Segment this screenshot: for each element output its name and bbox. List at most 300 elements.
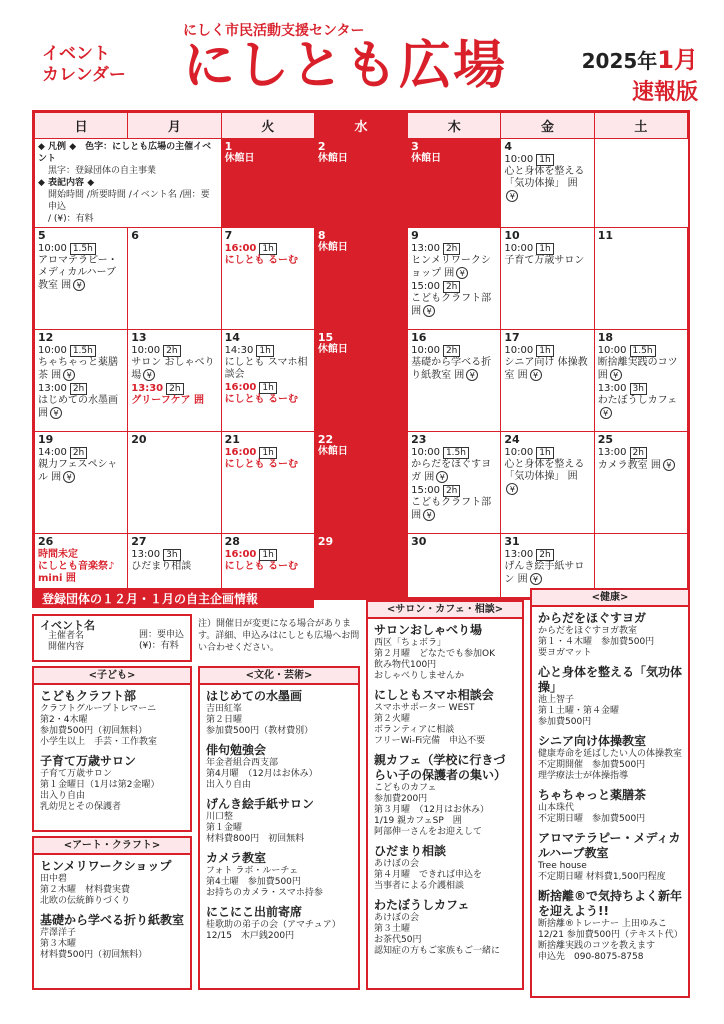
calendar-event [38, 383, 124, 420]
event-time-row [225, 382, 311, 394]
edition: 速報版 [631, 80, 698, 105]
event-time-row [504, 345, 590, 357]
item-line: 乳幼児とその保護者 [40, 802, 122, 812]
calendar-event [225, 549, 311, 573]
item-line: 第４月曜 できれば申込を [374, 870, 483, 880]
org-name: にしく市民活動支援センター [183, 23, 365, 39]
section-item [206, 797, 352, 845]
legend-line: 黒字：登録団体の自主事業 [48, 166, 157, 176]
event-time-row [411, 281, 497, 293]
calendar-event [411, 485, 497, 522]
calendar-event [504, 447, 590, 496]
event-time: 時間未定 [38, 549, 78, 560]
event-time: 13:00 [38, 383, 67, 394]
fee-icon: ¥ [63, 369, 75, 381]
item-line: 断捨離®トレーナー 上田ゆみこ [538, 919, 667, 929]
legend-content: 開催内容 [48, 642, 85, 652]
day-number: 1 [224, 140, 233, 153]
day-cell [314, 139, 407, 228]
day-number: 26 [38, 535, 54, 548]
section-salon [366, 600, 524, 990]
event-name: ちゃちゃっと薬膳茶 囲 ¥ [38, 357, 118, 381]
event-time: 10:00 [504, 345, 534, 356]
day-cell [128, 432, 221, 534]
day-number: 21 [224, 433, 240, 446]
event-name: ひだまり相談 [131, 561, 192, 572]
week-row [35, 139, 688, 228]
day-number: 3 [411, 140, 419, 153]
item-name: にしともスマホ相談会 [374, 688, 494, 702]
item-line: こどものカフェ [374, 783, 437, 793]
item-line: 第３土曜 [374, 924, 411, 934]
item-line: 参加費200円 [374, 794, 428, 804]
calendar-event [598, 345, 684, 382]
item-line: 認知症の方もご家族もご一緒に [374, 946, 501, 956]
day-cell [314, 330, 407, 432]
day-cell [408, 228, 501, 330]
day-number: 30 [411, 535, 427, 548]
item-line: 第１土曜・第４金曜 [538, 706, 620, 716]
day-number: 14 [224, 331, 240, 344]
event-duration: 1h [259, 549, 276, 561]
fee-icon: ¥ [506, 190, 518, 202]
calendar-event [225, 243, 311, 267]
calendar-event [411, 281, 497, 318]
info-banner: 登録団体の１２月・１月の自主企画情報 [32, 588, 314, 608]
item-line: 阿部伸一さんをお迎えして [374, 827, 483, 837]
fee-icon: ¥ [63, 471, 75, 483]
item-line: フォト ラボ・ルーチェ [206, 866, 299, 876]
event-name: にしとも るーむ [224, 394, 299, 405]
day-cell [128, 330, 221, 432]
header-right [582, 40, 698, 106]
item-line: 桂歌助の弟子の会（アマチュア） [206, 920, 341, 930]
day-cell [314, 432, 407, 534]
event-name: アロマテラピー・メディカルハーブ教室 囲 ¥ [38, 255, 118, 291]
event-time: 16:00 [224, 447, 257, 458]
weekday-header: 木 [408, 113, 501, 139]
event-time: 16:00 [224, 549, 257, 560]
item-line: おしゃべりしませんか [374, 671, 465, 681]
day-number: 6 [131, 229, 139, 242]
event-name: 子育て万歳サロン [504, 255, 585, 266]
event-time-row [411, 447, 497, 459]
item-line: 参加費500円 [538, 717, 592, 727]
event-name: こどもクラフト部 囲 ¥ [411, 293, 492, 317]
event-duration: 1h [536, 345, 553, 357]
day-number: 10 [504, 229, 520, 242]
day-number: 20 [131, 433, 147, 446]
event-duration: 2h [443, 345, 460, 357]
event-time-row [504, 549, 590, 561]
event-duration: 3h [630, 383, 647, 395]
event-time-row [504, 243, 590, 255]
event-time: 10:00 [504, 447, 534, 458]
item-line: 12/15 木戸銭200円 [206, 931, 295, 941]
event-time: 16:00 [224, 382, 257, 393]
event-duration: 2h [630, 447, 647, 459]
item-name: わたぼうしカフェ [374, 898, 470, 912]
header-left-line2: カレンダー [42, 65, 126, 85]
day-number: 9 [411, 229, 419, 242]
event-duration: 2h [70, 447, 87, 459]
item-line: 参加費500円（初回無料） [40, 726, 148, 736]
event-duration: 1.5h [70, 345, 96, 357]
event-name: 基礎から学べる折り紙教室 囲 ¥ [411, 357, 492, 381]
day-cell [221, 139, 314, 228]
day-cell [408, 534, 501, 598]
item-line: 健康寿命を延ばしたい人の体操教室 [538, 749, 683, 759]
day-cell [221, 432, 314, 534]
event-name: 心と身体を整える「気功体操」 囲¥ [504, 459, 585, 494]
event-time-row [38, 383, 124, 395]
day-number: 24 [504, 433, 520, 446]
item-line: スマホサポーター WEST [374, 703, 475, 713]
day-cell [501, 228, 594, 330]
section-item [538, 831, 682, 883]
week-row [35, 228, 688, 330]
event-duration: 1.5h [70, 243, 96, 255]
section-item [538, 889, 682, 963]
day-number: 4 [504, 140, 513, 153]
week-row [35, 432, 688, 534]
month: 1月 [657, 46, 698, 74]
event-name: カメラ教室 囲 ¥ [598, 459, 684, 472]
event-time: 10:00 [38, 243, 67, 254]
event-duration: 1h [259, 243, 276, 255]
item-line: 申込先 090-8075-8758 [538, 952, 644, 962]
day-cell [35, 228, 128, 330]
day-cell [35, 432, 128, 534]
item-line: 材料費800円 初回無料 [206, 834, 305, 844]
closed-label: 休館日 [317, 344, 348, 355]
day-number: 29 [317, 535, 334, 548]
day-cell [314, 534, 407, 598]
fee-icon: ¥ [436, 471, 448, 483]
item-line: 出入り自由 [206, 780, 252, 790]
day-number: 19 [38, 433, 54, 446]
event-time: 13:00 [411, 243, 440, 254]
closed-label: 休館日 [224, 153, 255, 164]
event-time-row [411, 345, 497, 357]
day-cell [408, 330, 501, 432]
event-time: 15:00 [411, 485, 440, 496]
event-time: 10:00 [411, 447, 440, 458]
section-item [40, 913, 184, 961]
legend-line: / (¥)：有料 [48, 214, 94, 224]
item-name: シニア向け体操教室 [538, 734, 647, 748]
day-number: 11 [597, 229, 613, 242]
calendar-event [38, 447, 124, 484]
event-time-row [225, 345, 311, 357]
section-caption: <アート・クラフト> [34, 838, 190, 855]
calendar-event [225, 447, 311, 471]
item-name: 俳句勉強会 [206, 743, 267, 757]
event-duration: 1.5h [630, 345, 656, 357]
item-line: 第１金曜日（1月は第2金曜） [40, 780, 160, 790]
section-kenko [530, 588, 690, 998]
calendar-event [504, 345, 590, 382]
event-duration: 2h [443, 243, 460, 255]
legend-line: ◆ 表記内容 ◆ [38, 178, 95, 188]
item-line: あけぼの会 [374, 913, 420, 923]
weekday-header: 日 [35, 113, 128, 139]
legend-line: ◆ 凡例 ◆ 色字：にしとも広場の主催イベント [38, 142, 212, 164]
event-time: 10:00 [504, 243, 534, 254]
event-time: 10:00 [597, 345, 627, 356]
item-line: 第2・4木曜 [40, 715, 88, 725]
calendar [32, 110, 690, 600]
item-line: 山本珠代 [538, 803, 575, 813]
event-time: 13:00 [131, 549, 161, 560]
event-time-row [38, 549, 124, 561]
item-name: こどもクラフト部 [40, 689, 137, 703]
item-line: あけぼの会 [374, 859, 420, 869]
item-line: ボランティアに相談 [374, 725, 455, 735]
item-line: 断捨離実践のコツを教えます [538, 941, 656, 951]
section-caption: <子ども> [34, 668, 190, 685]
item-line: 子育て万歳サロン [40, 769, 113, 779]
day-number: 16 [411, 331, 427, 344]
item-name: にこにこ出前寄席 [206, 905, 303, 919]
fee-icon: ¥ [456, 267, 468, 279]
day-number: 22 [317, 433, 334, 446]
section-item [40, 689, 184, 748]
day-number: 23 [411, 433, 427, 446]
calendar-event [131, 383, 217, 407]
event-time: 13:00 [597, 383, 627, 394]
event-name: シニア向け 体操教室 囲 ¥ [504, 357, 588, 381]
item-line: 小学生以上 手芸・工作教室 [40, 737, 158, 747]
event-name: はじめての水墨画 囲 ¥ [38, 395, 118, 419]
section-art-craft [32, 836, 192, 990]
year: 2025年 [581, 49, 658, 73]
section-item [538, 665, 682, 728]
calendar-event [598, 383, 684, 420]
event-time: 13:00 [597, 447, 627, 458]
weekday-header: 土 [594, 113, 687, 139]
event-name: わたぼうしカフェ¥ [597, 395, 678, 418]
event-time-row [131, 345, 217, 357]
item-line: 1/19 親カフェSP 囲 [374, 816, 462, 826]
calendar-event [131, 549, 217, 573]
day-cell [501, 432, 594, 534]
event-time: 10:00 [38, 345, 67, 356]
calendar-event [598, 447, 684, 472]
section-item [374, 844, 516, 892]
event-duration: 2h [70, 383, 87, 395]
calendar-event [504, 243, 590, 267]
event-name: にしとも るーむ [224, 459, 299, 470]
item-line: 12/21 参加費500円（テキスト代） [538, 930, 683, 940]
event-duration: 2h [443, 485, 460, 497]
event-time: 10:00 [411, 345, 440, 356]
item-line: お持ちのカメラ・スマホ持参 [206, 888, 323, 898]
day-number: 13 [131, 331, 147, 344]
fee-icon: ¥ [600, 407, 612, 419]
event-time-row [225, 549, 311, 561]
event-time: 14:30 [224, 345, 254, 356]
item-line: 第２火曜 [374, 714, 411, 724]
fee-icon: ¥ [50, 407, 62, 419]
event-time: 13:00 [504, 549, 534, 560]
day-cell [221, 330, 314, 432]
event-time-row [411, 243, 497, 255]
item-line: 要ヨガマット [538, 648, 592, 658]
item-line: 出入り自由 [40, 791, 86, 801]
legend-fee: (¥)：有料 [138, 641, 179, 651]
day-cell [35, 139, 222, 228]
day-cell [35, 330, 128, 432]
day-cell [408, 432, 501, 534]
event-time: 14:00 [38, 447, 67, 458]
page-title: にしとも広場 [183, 36, 508, 96]
day-number: 8 [317, 229, 326, 242]
event-name: 心と身体を整える「気功体操」 囲¥ [504, 166, 585, 201]
header-left-line1: イベント [42, 44, 110, 64]
item-name: 子育て万歳サロン [40, 754, 137, 768]
section-item [206, 689, 352, 737]
item-line: 第３木曜 [40, 939, 77, 949]
closed-label: 休館日 [317, 446, 348, 457]
fee-icon: ¥ [423, 305, 435, 317]
event-duration: 1h [536, 243, 553, 255]
calendar-event [411, 447, 497, 484]
item-line: 第１金曜 [206, 823, 243, 833]
section-item [538, 734, 682, 782]
event-time-row [38, 243, 124, 255]
day-cell [221, 228, 314, 330]
item-line: お茶代50円 [374, 935, 422, 945]
section-caption: <健康> [532, 590, 688, 607]
item-line: 川口整 [206, 812, 234, 822]
item-line: 第２木曜 材料費実費 [40, 885, 131, 895]
item-line: 第２月曜 どなたでも参加OK [374, 649, 495, 659]
event-time-row [598, 447, 684, 459]
item-name: アロマテラピー・メディカルハーブ教室 [538, 831, 681, 860]
item-name: カメラ教室 [206, 851, 267, 865]
day-cell [314, 228, 407, 330]
event-duration: 1h [256, 345, 273, 357]
calendar-table [34, 112, 688, 598]
item-name: ひだまり相談 [374, 844, 447, 858]
event-duration: 1h [536, 154, 553, 166]
weekday-row [35, 113, 688, 139]
calendar-event [38, 345, 124, 382]
legend-event-name: イベント名 [40, 619, 95, 632]
item-line: 不定期日曜 材料費1,500円程度 [538, 872, 666, 882]
event-time-row [504, 154, 590, 166]
day-number: 31 [504, 535, 520, 548]
item-line: 理学療法士が体操指導 [538, 771, 629, 781]
section-item [374, 688, 516, 747]
calendar-event [411, 345, 497, 382]
legend-box [32, 614, 192, 662]
day-cell [594, 432, 687, 534]
item-line: 吉田紅峯 [206, 704, 243, 714]
item-line: 池上智子 [538, 695, 575, 705]
change-note: 注）開催日が変更になる場合があります。詳細、申込みはにしとも広場へお問い合わせください。 [198, 619, 360, 653]
day-number: 17 [504, 331, 520, 344]
fee-icon: ¥ [466, 369, 478, 381]
section-item [206, 905, 352, 942]
calendar-event [504, 154, 590, 203]
section-item [374, 898, 516, 957]
event-name: サロン おしゃべり場 ¥ [131, 357, 215, 381]
event-name: にしとも るーむ [224, 561, 299, 572]
event-name: 親力フェスペシャル 囲 ¥ [38, 459, 118, 483]
section-item [206, 743, 352, 791]
closed-label: 休館日 [317, 153, 348, 164]
event-time-row [131, 549, 217, 561]
item-name: げんき絵手紙サロン [206, 797, 315, 811]
event-name: にしとも るーむ [224, 255, 299, 266]
section-item [374, 623, 516, 682]
item-name: 親カフェ（学校に行きづらい子の保護者の集い） [374, 753, 507, 782]
day-number: 12 [38, 331, 54, 344]
event-duration: 3h [163, 549, 180, 561]
event-name: にしとも音楽祭♪ mini 囲 [38, 561, 115, 584]
event-time-row [38, 447, 124, 459]
section-item [374, 753, 516, 838]
calendar-event [225, 345, 311, 381]
day-cell [594, 330, 687, 432]
section-bunka [198, 666, 360, 990]
event-name: ヒンメリワークショップ 囲 ¥ [411, 255, 491, 279]
event-duration: 1h [259, 382, 276, 394]
event-name: からだをほぐすヨガ 囲 ¥ [411, 459, 492, 483]
item-line: 材料費500円（初回無料） [40, 950, 148, 960]
event-name: こどもクラフト部 囲 ¥ [411, 497, 492, 521]
event-duration: 2h [443, 281, 460, 293]
event-time-row [225, 243, 311, 255]
header-left [42, 44, 126, 86]
item-line: 参加費500円（教材費別） [206, 726, 314, 736]
day-number: 25 [597, 433, 613, 446]
item-line: クラフトグループトレマーニ [40, 704, 157, 714]
day-cell [501, 139, 594, 228]
event-time-row [598, 383, 684, 395]
event-name: 断捨離実践のコツ 囲 ¥ [597, 357, 678, 381]
item-name: はじめての水墨画 [206, 689, 303, 703]
item-name: 断捨離®で気持ちよく新年を迎えよう!! [538, 889, 683, 918]
day-cell [594, 228, 687, 330]
event-duration: 2h [166, 383, 183, 395]
event-duration: 1h [259, 447, 276, 459]
item-name: サロンおしゃべり場 [374, 623, 483, 637]
section-item [40, 859, 184, 907]
event-time-row [411, 485, 497, 497]
event-time: 10:00 [131, 345, 161, 356]
item-name: 基礎から学べる折り紙教室 [40, 913, 185, 927]
day-number: 28 [224, 535, 240, 548]
event-duration: 1.5h [443, 447, 469, 459]
event-time-row [504, 447, 590, 459]
item-line: 西区「ちょボラ」 [374, 638, 447, 648]
closed-label: 休館日 [317, 242, 348, 253]
item-name: 心と身体を整える「気功体操」 [538, 665, 683, 694]
event-time-row [225, 447, 311, 459]
calendar-event [131, 345, 217, 382]
day-number: 2 [317, 140, 326, 153]
item-line: 飲み物代100円 [374, 660, 437, 670]
item-name: からだをほぐすヨガ [538, 611, 647, 625]
weekday-header: 火 [221, 113, 314, 139]
item-line: 不定期開催 参加費500円 [538, 760, 646, 770]
calendar-event [225, 382, 311, 406]
event-time-row [38, 345, 124, 357]
weekday-header: 月 [128, 113, 221, 139]
